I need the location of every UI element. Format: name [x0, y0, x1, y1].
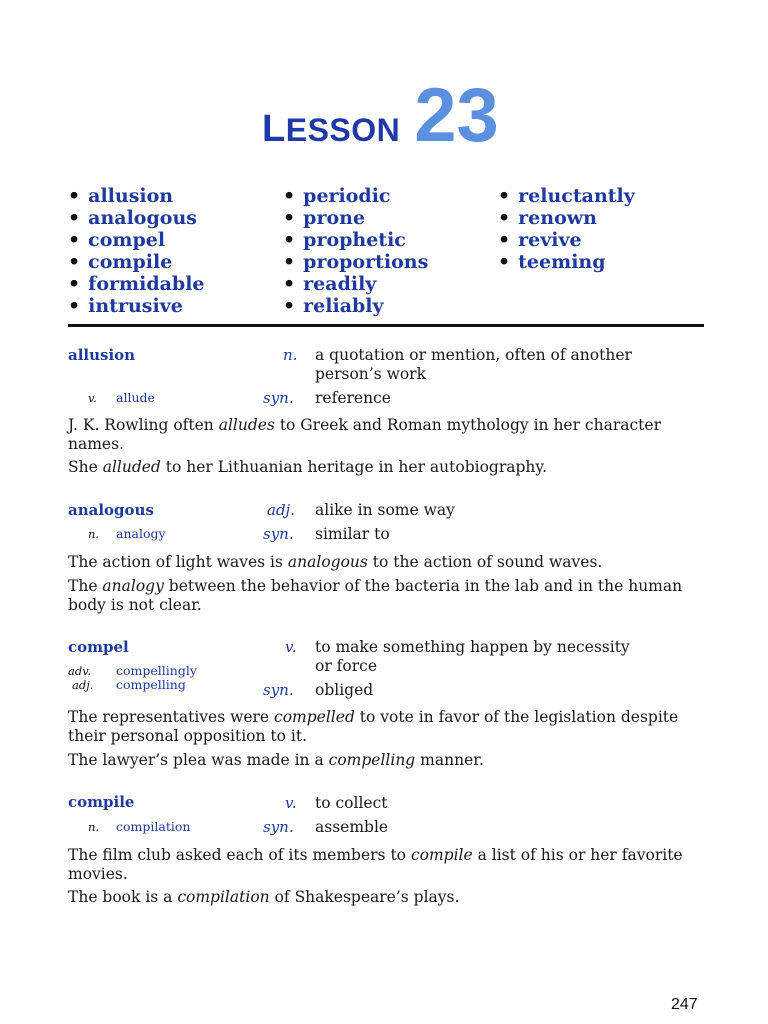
example-sentence: The lawyer’s plea was made in a compelling manner.	[68, 751, 484, 769]
word-list-item: • reluctantly	[498, 185, 635, 207]
lesson-label: LESSON	[262, 108, 401, 150]
entry-definition-line: alike in some way	[315, 501, 455, 519]
synonym-text: assemble	[315, 818, 389, 836]
entry-definition-line: to collect	[315, 794, 388, 812]
synonym-label: syn.	[263, 389, 294, 407]
word-list-column-3	[498, 185, 635, 273]
example-sentence: The representatives were compelled to vote in favor of the legislation despite their personal opposition to it.	[68, 708, 679, 745]
word-list-item: • intrusive	[68, 295, 183, 317]
entry-definition-line: to make something happen by necessity	[315, 638, 630, 656]
word-list-item: • compel	[68, 229, 166, 251]
word-list-item: • compile	[68, 251, 173, 273]
synonym-label: syn.	[263, 818, 294, 836]
word-list-item: • readily	[283, 273, 377, 295]
synonym-text: obliged	[315, 681, 374, 699]
entry-definition-line: person’s work	[315, 365, 426, 383]
synonym-text: reference	[315, 389, 391, 407]
word-list-item: • reliably	[283, 295, 384, 317]
example-sentence: The analogy between the behavior of the bacteria in the lab and in the human body is not clear.	[68, 577, 683, 614]
entry-headword: allusion	[68, 346, 136, 364]
entry-part-of-speech: adj.	[267, 501, 295, 519]
page-number: 247	[671, 996, 698, 1013]
derivative-word: compilation	[116, 819, 191, 834]
derivative-pos: n.	[88, 527, 100, 541]
derivative-pos: adj.	[72, 678, 94, 692]
entry-headword: analogous	[68, 501, 154, 519]
word-list-item: • revive	[498, 229, 582, 251]
derivative-pos: adv.	[68, 664, 92, 678]
derivative-pos: n.	[88, 820, 100, 834]
word-list-column-2	[283, 185, 428, 317]
derivative-word: compellingly	[116, 663, 197, 678]
lesson-number: 23	[414, 73, 499, 158]
example-sentence: The book is a compilation of Shakespeare’s plays.	[68, 888, 460, 906]
entry-part-of-speech: v.	[285, 794, 297, 812]
word-list-item: • formidable	[68, 273, 205, 295]
word-list-item: • prophetic	[283, 229, 406, 251]
word-list-column-1	[68, 185, 205, 317]
entry-headword: compel	[68, 638, 129, 656]
example-sentence: She alluded to her Lithuanian heritage in her autobiography.	[68, 458, 548, 476]
derivative-word: allude	[116, 390, 155, 405]
example-sentence: J. K. Rowling often alludes to Greek and Roman mythology in her character names.	[68, 416, 661, 453]
entry-headword: compile	[68, 793, 135, 811]
synonym-label: syn.	[263, 681, 294, 699]
example-sentence: The film club asked each of its members to compile a list of his or her favorite movies.	[68, 846, 683, 883]
word-list-item: • periodic	[283, 185, 391, 207]
derivative-word: analogy	[116, 526, 166, 541]
entry-definition-line: or force	[315, 657, 377, 675]
derivative-word: compelling	[116, 677, 186, 692]
word-list-item: • analogous	[68, 207, 197, 229]
section-divider	[68, 324, 704, 327]
word-list-item: • teeming	[498, 251, 606, 273]
word-list-item: • prone	[283, 207, 366, 229]
lesson-title	[262, 73, 499, 158]
entry-part-of-speech: n.	[283, 346, 298, 364]
synonym-label: syn.	[263, 525, 294, 543]
derivative-pos: v.	[88, 391, 97, 405]
word-list-item: • renown	[498, 207, 597, 229]
word-list-item: • allusion	[68, 185, 174, 207]
word-list-item: • proportions	[283, 251, 429, 273]
entry-definition-line: a quotation or mention, often of another	[315, 346, 632, 364]
synonym-text: similar to	[315, 525, 390, 543]
entry-part-of-speech: v.	[285, 638, 297, 656]
example-sentence: The action of light waves is analogous to the action of sound waves.	[68, 553, 603, 571]
